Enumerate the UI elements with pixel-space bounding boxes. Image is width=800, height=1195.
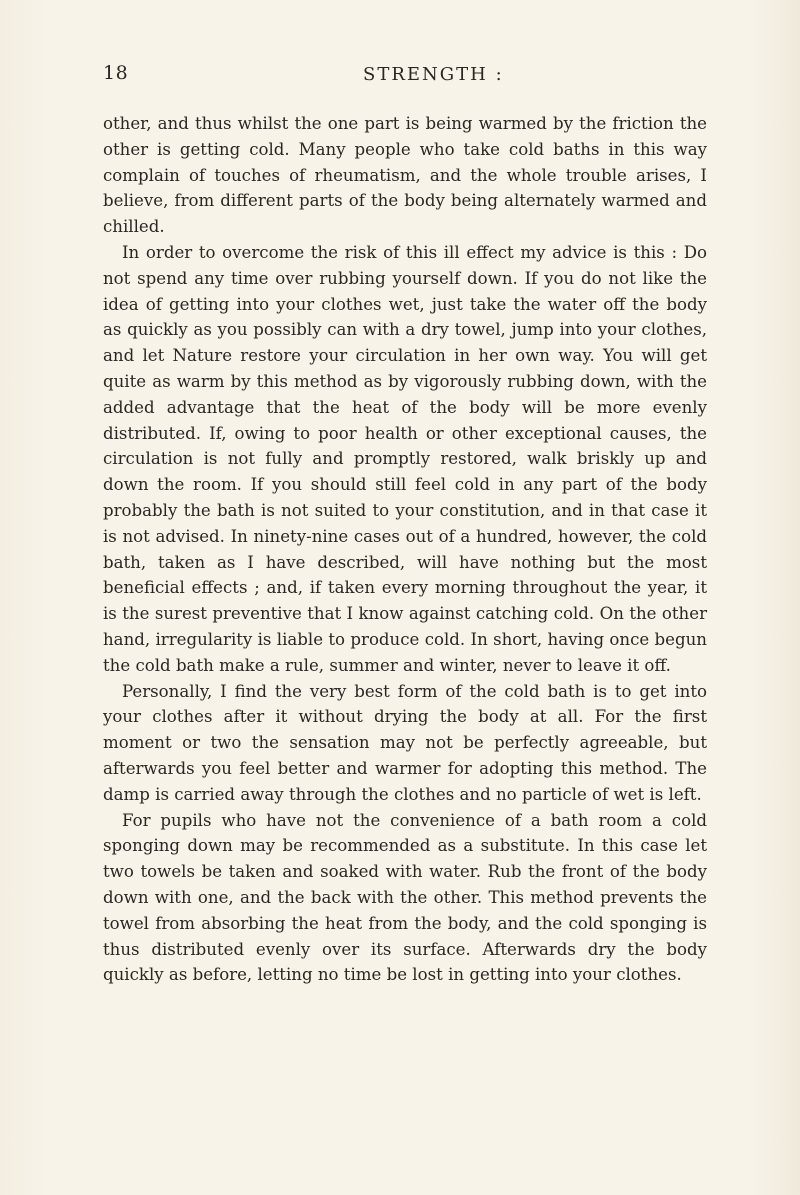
body-text [103, 111, 707, 988]
running-head: STRENGTH : [363, 64, 504, 85]
paragraph-continuation: other, and thus whilst the one part is being warmed by the friction the other is getting cold. Many people who take cold baths in this way complain of touches of rheumatism, and the whole trouble arises, I believe, from different parts of the body being alternately warmed and chilled. [103, 114, 707, 237]
paragraph-advice: In order to overcome the risk of this ill effect my advice is this : Do not spend any time over rubbing yourself down. If you do not like the idea of getting into your clothes wet, just take the water off the body as quickly as you possibly can with a dry towel, jump into your clothes, and let Nature restore your circulation in her own way. You will get quite as warm by this method as by vigorously rubbing down, with the added advantage that the heat of the body will be more evenly distributed. If, owing to poor health or other exceptional causes, the circulation is not fully and promptly restored, walk briskly up and down the room. If you should still feel cold in any part of the body probably the bath is not suited to your constitution, and in that case it is not advised. In ninety-nine cases out of a hundred, however, the cold bath, taken as I have described, will have nothing but the most beneficial effects ; and, if taken every morning throughout the year, it is the surest preventive that I know against catching cold. On the other hand, irregularity is liable to produce cold. In short, having once begun the cold bath make a rule, summer and winter, never to leave it off. [103, 242, 707, 675]
page-header [103, 62, 703, 92]
page-number: 18 [103, 62, 129, 84]
paragraph-personally: Personally, I find the very best form of the cold bath is to get into your clothes after it without drying the body at all. For the first moment or two the sensation may not be perfectly agreeable, but afterwards you feel better and warmer for adopting this method. The damp is carried away through the clothes and no particle of wet is left. [103, 681, 707, 804]
paragraph-sponging: For pupils who have not the convenience of a bath room a cold sponging down may be recommended as a substitute. In this case let two towels be taken and soaked with water. Rub the front of the body down with one, and the back with the other. This method prevents the towel from absorbing the heat from the body, and the cold sponging is thus distributed evenly over its surface. Afterwards dry the body quickly as before, letting no time be lost in getting into your clothes. [103, 810, 707, 985]
